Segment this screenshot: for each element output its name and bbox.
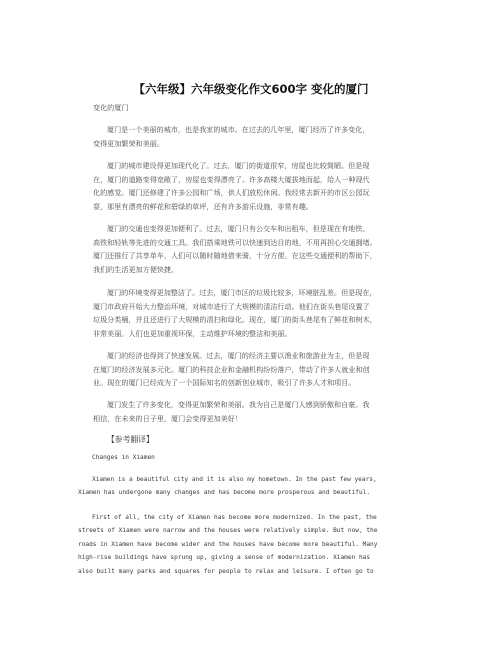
- paragraph-line: 变得更加繁荣和美丽。: [93, 138, 164, 148]
- essay-subtitle: [93, 101, 411, 115]
- paragraph-line: 业。现在的厦门已经成为了一个国际知名的创新创业城市，吸引了许多人才和项目。: [93, 378, 356, 388]
- subtitle-line: 变化的厦门: [93, 103, 129, 112]
- english-line: streets of Xiamen were narrow and the houses were relatively simple. But now, the: [78, 527, 378, 535]
- paragraph-3: [93, 222, 411, 276]
- english-paragraph-2: [78, 511, 428, 578]
- paragraph-line: 垃圾分类桶，并且还进行了大规模的清扫和绿化。现在，厦门的街头巷尾有了鲜花和树木，: [93, 315, 377, 325]
- english-line: Xiamen has undergone many changes and has become more prosperous and beautiful.: [78, 489, 371, 497]
- paragraph-line: 厦门的环境变得更加整洁了。过去，厦门市区的垃圾比较多，环境脏乱差。但是现在，: [107, 288, 377, 297]
- paragraph-line: 厦门发生了许多变化，变得更加繁荣和美丽。我为自己是厦门人感到骄傲和自豪。我: [107, 400, 370, 409]
- paragraph-line: 非常美丽。人们也更加重视环保，主动维护环境的整洁和美丽。: [93, 328, 292, 338]
- paragraph-line: 化的感觉。厦门还修建了许多公园和广场，供人们放松休闲。我经常去新开的市区公园玩: [93, 188, 370, 198]
- english-title-line: Changes in Xiamen: [92, 454, 155, 461]
- paragraph-line: 我们的生活更加方便快捷。: [93, 264, 179, 274]
- paragraph-line: 高铁和轻轨等先进的交通工具。我们搭乘地铁可以快速到达目的地，不用再担心交通拥堵。: [93, 237, 377, 247]
- paragraph-2: [93, 159, 411, 213]
- paragraph-6: [93, 398, 411, 425]
- paragraph-line: 耍，那里有漂亮的鲜花和碧绿的草坪，还有许多游乐设施，非常有趣。: [93, 201, 313, 211]
- english-line: Xiamen is a beautiful city and it is also my hometown. In the past few years,: [92, 476, 377, 483]
- paragraph-line: 厦门的经济也得到了快速发展。过去，厦门的经济主要以渔业和旅游业为主，但是现: [107, 351, 370, 360]
- english-title: [92, 451, 442, 464]
- paragraph-1: [93, 123, 411, 150]
- english-paragraph-1: [78, 473, 428, 500]
- paragraph-5: [93, 349, 411, 390]
- english-line: First of all, the city of Xiamen has become more modernized. In the past, the: [92, 514, 377, 521]
- english-line: roads in Xiamen have become wider and the houses have become more beautiful. Many: [78, 540, 378, 548]
- document-title: 【六年级】六年级变化作文600字 变化的厦门: [133, 82, 369, 96]
- paragraph-line: 厦门还推行了共享单车，人们可以随时随地借来骑，十分方便。在这些交通便利的帮助下，: [93, 251, 377, 261]
- paragraph-line: 厦门的城市建设得更加现代化了。过去，厦门的街道很窄，房屋也比较简陋。但是现: [107, 161, 370, 170]
- paragraph-line: 在厦门的经济发展多元化。厦门的科技企业和金融机构纷纷落户，带动了许多人就业和创: [93, 364, 370, 374]
- paragraph-4: [93, 286, 411, 340]
- paragraph-line: 在，厦门的道路变得宽敞了，房屋也变得漂亮了。许多高楼大厦拔地而起，给人一种现代: [93, 174, 370, 184]
- reference-translation-label: 【参考翻译】: [107, 435, 154, 444]
- paragraph-line: 厦门市政府开始大力整治环境，对城市进行了大规模的清洁行动。他们在街头巷尾设置了: [93, 301, 370, 311]
- english-line: also built many parks and squares for people to relax and leisure. I often go to: [78, 567, 374, 575]
- paragraph-line: 相信，在未来的日子里，厦门会变得更加美好！: [93, 413, 242, 423]
- paragraph-line: 厦门是一个美丽的城市，也是我家的城市。在过去的几年里，厦门经历了许多变化，: [107, 125, 370, 134]
- paragraph-line: 厦门的交通也变得更加便利了。过去，厦门只有公交车和出租车，但是现在有地铁、: [107, 224, 370, 233]
- english-line: high-rise buildings have sprung up, giving a sense of modernization. Xiamen has: [78, 554, 371, 562]
